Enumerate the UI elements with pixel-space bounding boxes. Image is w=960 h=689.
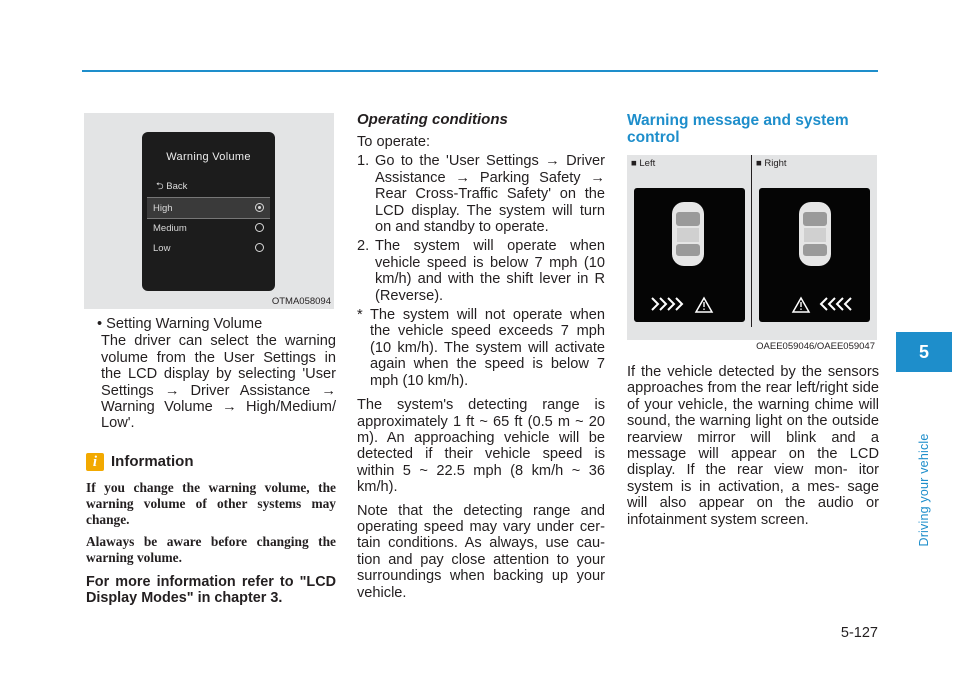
lcd-option-label: Low — [153, 243, 171, 254]
info-paragraph: Alaways be aware before changing the warning volume. — [86, 534, 336, 565]
lcd-option-low — [147, 238, 270, 258]
warning-figure — [627, 155, 877, 352]
lcd-title: Warning Volume — [166, 151, 251, 163]
bullet-title: Setting Warning Volume — [106, 316, 263, 332]
lcd-option-medium — [147, 218, 270, 238]
note-mark: * — [357, 307, 363, 324]
figure-divider — [751, 155, 752, 327]
warning-body — [627, 364, 879, 528]
figure-code: OAEE059046/OAEE059047 — [756, 341, 875, 352]
radio-selected-icon — [255, 203, 264, 212]
note-text: The system will not operate when the vehicle speed exceeds 7 mph (10 km/h). The system will activate again when the speed is below 7 mph (10 km/h). — [370, 307, 605, 389]
chapter-number-tab: 5 — [896, 332, 952, 372]
radio-icon — [255, 223, 264, 232]
info-header — [86, 452, 336, 474]
bullet-item — [86, 316, 336, 432]
step-number: 1. — [357, 153, 370, 170]
car-right-icon — [759, 188, 870, 322]
lcd-option-high — [147, 197, 270, 219]
range-paragraph: The system's detecting range is approximately 1 ft ~ 65 ft (0.5 m ~ 20 m). An approaching vehicle will be detected if their vehicle speed is within 5 ~ 22.5 mph (8 km/h ~ 36 km/h). — [357, 397, 605, 496]
step-number: 2. — [357, 238, 370, 255]
warning-heading-block — [627, 112, 879, 146]
warning-paragraph: If the vehicle detected by the sensors approaches from the rear left/right side of your vehicle, the warning chime will sound, the warning light on the outside rearview mirror will blink and a message will appear on the LCD display. If the rear view mon- itor system is in activation, a mes- sage will also appear on the audio or infotainment system screen. — [627, 364, 879, 528]
section-heading: Operating conditions — [357, 111, 508, 128]
header-rule — [82, 70, 878, 72]
lcd-back — [156, 179, 187, 195]
radio-icon — [255, 243, 264, 252]
section-heading: Warning message and system control — [627, 112, 849, 146]
chapter-title: Driving your vehicle — [917, 433, 931, 547]
note — [357, 307, 605, 389]
step-2 — [357, 238, 605, 304]
car-left-icon — [634, 188, 745, 322]
step-1 — [357, 153, 605, 235]
intro-text: To operate: — [357, 134, 431, 150]
bullet-line — [86, 316, 336, 332]
left-warning-panel — [634, 188, 745, 322]
lcd-figure — [84, 113, 334, 309]
bullet-dot-icon: • — [97, 316, 103, 332]
info-icon: i — [86, 453, 104, 471]
info-reference: For more information refer to "LCD Display Modes" in chapter 3. — [86, 574, 336, 607]
info-body — [86, 480, 336, 607]
operating-conditions — [357, 111, 605, 601]
figure-code: OTMA058094 — [271, 296, 331, 307]
lcd-option-label: High — [153, 203, 173, 214]
step-text: The system will operate when vehicle speed is below 7 mph (10 km/h) and with the shift lever in R (Reverse). — [375, 238, 605, 304]
back-arrow-icon: ⮌ — [156, 181, 164, 192]
bullet-body: The driver can select the warning volume from the User Settings in the LCD display by selecting 'User Settings → Driver Assistance → Warning Volume → High/Medium/ Low'. — [101, 333, 336, 432]
info-paragraph: If you change the warning volume, the warning volume of other systems may change. — [86, 480, 336, 527]
figure-label-left: ■ Left — [631, 158, 656, 169]
lcd-back-label: Back — [166, 181, 188, 192]
right-warning-panel — [759, 188, 870, 322]
lcd-screen — [142, 132, 275, 291]
lcd-option-label: Medium — [153, 223, 187, 234]
figure-label-right: ■ Right — [756, 158, 787, 169]
info-title: Information — [111, 453, 194, 470]
page-number: 5-127 — [840, 625, 878, 641]
caution-paragraph: Note that the detecting range and operating speed may vary under cer- tain conditions. As always, use cau- tion and pay close attention to your surroundings when backing up your vehicle. — [357, 502, 605, 601]
step-text: Go to the 'User Settings → Driver Assistance → Parking Safety → Rear Cross-Traffic Safety' on the LCD display. The system will turn on and standby to operate. — [375, 153, 605, 236]
